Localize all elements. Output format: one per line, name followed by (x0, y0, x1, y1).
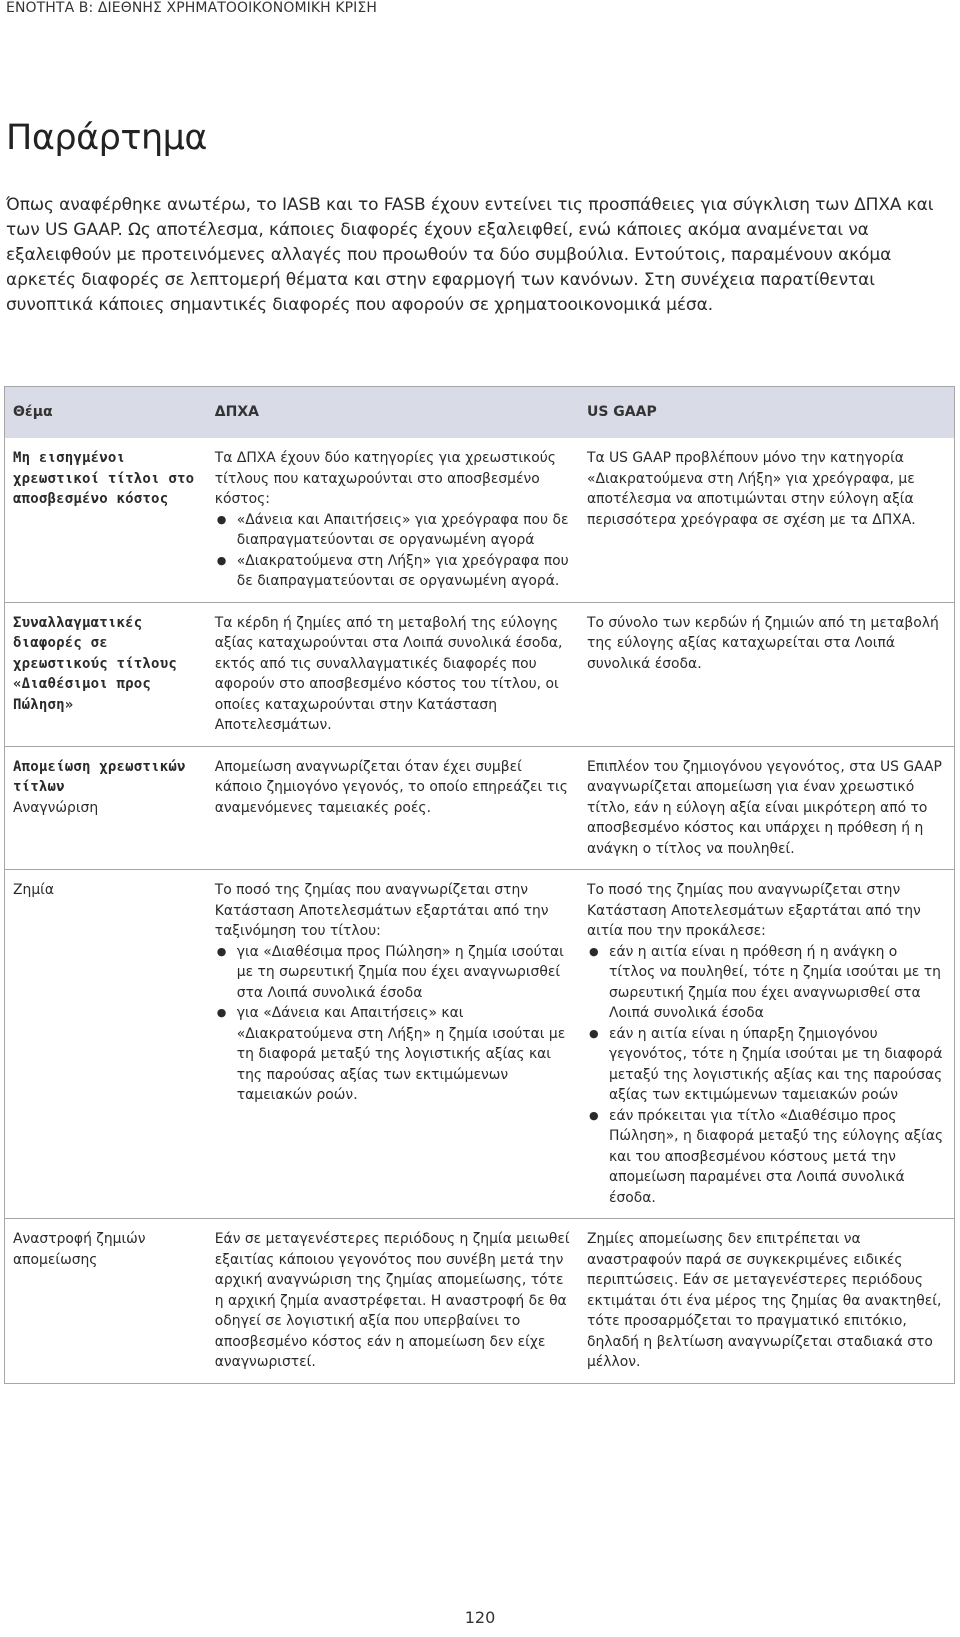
bullet-item: ● εάν πρόκειται για τίτλο «Διαθέσιμο προς Πώληση», η διαφορά μεταξύ της εύλογης αξίας και του αποσβεσμένου κόστους μετά την απομείωση παραμένει στα Λοιπά συνολικά έσοδα. (587, 1106, 946, 1209)
topic-cell (5, 746, 207, 870)
topic-cell (5, 870, 207, 1219)
topic-title: Μη εισηγμένοι χρεωστικοί τίτλοι στο αποσβεσμένο κόστος (13, 450, 195, 507)
intro-paragraph: Όπως αναφέρθηκε ανωτέρω, το IASB και το FASB έχουν εντείνει τις προσπάθειες για σύγκλιση των ΔΠΧΑ και των US GAAP. Ως αποτέλεσμα, κάποιες διαφορές έχουν εξαλειφθεί, ενώ κάποιες ακόμα αναμένεται να εξαλειφθούν με προτεινόμενες αλλαγές που προωθούν τα δύο συμβούλια. Εντούτοις, παραμένουν ακόμα αρκετές διαφορές σε λεπτομερή θέματα και στην εφαρμογή των κανόνων. Στη συνέχεια παρατίθενται συνοπτικά κάποιες σημαντικές διαφορές που αφορούν σε χρηματοοικονομικά μέσα. (6, 195, 934, 315)
table-row (5, 602, 955, 746)
bullet-list (215, 510, 571, 592)
bullet-item: ● «Διακρατούμενα στη Λήξη» για χρεόγραφα που δε διαπραγματεύονται σε οργανωμένη αγορά. (215, 551, 571, 592)
topic-subtitle: Αναγνώριση (13, 799, 99, 816)
us-gaap-cell (579, 602, 955, 746)
table-row (5, 1219, 955, 1384)
header-topic: Θέμα (5, 387, 207, 439)
table-row (5, 870, 955, 1219)
ifrs-cell (207, 602, 579, 746)
ifrs-cell (207, 438, 579, 602)
us-gaap-cell (579, 870, 955, 1219)
bullet-item: ● για «Διαθέσιμα προς Πώληση» η ζημία ισούται με τη σωρευτική ζημία που έχει αναγνωρισθεί στα Λοιπά συνολικά έσοδα (215, 942, 571, 1004)
ifrs-cell-text: Τα κέρδη ή ζημίες από τη μεταβολή της εύλογης αξίας καταχωρούνται στα Λοιπά συνολικά έσοδα, εκτός από τις συναλλαγματικές διαφορές που αφορούν στο αποσβεσμένο κόστος του τίτλου, οι οποίες καταχωρούνται στην Κατάσταση Αποτελεσμάτων. (214, 614, 563, 733)
topic-cell (5, 1219, 207, 1384)
header-us-gaap: US GAAP (579, 387, 955, 439)
topic-subtitle: Αναστροφή ζημιών απομείωσης (13, 1231, 146, 1268)
topic-cell (5, 438, 207, 602)
table-row (5, 438, 955, 602)
topic-title: Συναλλαγματικές διαφορές σε χρεωστικούς τίτλους «Διαθέσιμοι προς Πώληση» (13, 614, 177, 713)
us-gaap-cell-text: Το σύνολο των κερδών ή ζημιών από τη μεταβολή της εύλογης αξίας καταχωρείται στα Λοιπά συνολικά έσοδα. (586, 614, 939, 672)
table-row (5, 746, 955, 870)
bullet-item: ● εάν η αιτία είναι η ύπαρξη ζημιογόνου γεγονότος, τότε η ζημία ισούται με τη διαφορά μεταξύ της λογιστικής αξίας και της παρούσας αξίας των εκτιμώμενων ταμειακών ροών (587, 1024, 946, 1106)
table-header-row (5, 387, 955, 439)
ifrs-cell (207, 870, 579, 1219)
bullet-item: ● για «Δάνεια και Απαιτήσεις» και «Διακρατούμενα στη Λήξη» η ζημία ισούται με τη διαφορά μεταξύ της λογιστικής αξίας και της παρούσας αξίας των εκτιμώμενων ταμειακών ροών. (215, 1003, 571, 1106)
comparison-table (4, 386, 955, 1384)
running-head: ΕΝΟΤΗΤΑ Β: ΔΙΕΘΝΗΣ ΧΡΗΜΑΤΟΟΙΚΟΝΟΜΙΚΗ ΚΡΙΣΗ (6, 0, 377, 16)
topic-cell (5, 602, 207, 746)
bullet-list (587, 942, 946, 1209)
us-gaap-cell-text: Ζημίες απομείωσης δεν επιτρέπεται να αναστραφούν παρά σε συγκεκριμένες ειδικές περιπτώσεις. Εάν σε μεταγενέστερες περιόδους εκτιμάται ότι ένα μέρος της ζημίας θα ανακτηθεί, τότε προσαρμόζεται το πραγματικό επιτόκιο, δηλαδή η βελτίωση αναγνωρίζεται σταδιακά στο μέλλον. (586, 1231, 942, 1370)
us-gaap-cell-text: Το ποσό της ζημίας που αναγνωρίζεται στην Κατάσταση Αποτελεσμάτων εξαρτάται από την αιτία που την προκάλεσε: (586, 882, 921, 939)
ifrs-cell-text: Εάν σε μεταγενέστερες περιόδους η ζημία μειωθεί εξαιτίας κάποιου γεγονότος που συνέβη μετά την αρχική αναγνώριση της ζημίας απομείωσης, τότε η αρχική ζημία αναστρέφεται. Η αναστροφή δε θα οδηγεί σε λογιστική αξία που υπερβαίνει το αποσβεσμένο κόστος εάν η απομείωση δεν είχε αναγνωριστεί. (214, 1231, 570, 1370)
ifrs-cell-text: Απομείωση αναγνωρίζεται όταν έχει συμβεί κάποιο ζημιογόνο γεγονός, το οποίο επηρεάζει τις αναμενόμενες ταμειακές ροές. (214, 758, 568, 816)
table-body (5, 438, 955, 1383)
topic-title: Απομείωση χρεωστικών τίτλων (13, 758, 186, 795)
page-number: 120 (464, 1608, 496, 1627)
ifrs-cell-text: Το ποσό της ζημίας που αναγνωρίζεται στην Κατάσταση Αποτελεσμάτων εξαρτάται από την ταξινόμηση του τίτλου: (214, 882, 549, 939)
ifrs-cell (207, 1219, 579, 1384)
us-gaap-cell (579, 1219, 955, 1384)
bullet-list (215, 942, 571, 1106)
us-gaap-cell (579, 746, 955, 870)
us-gaap-cell (579, 438, 955, 602)
bullet-item: ● «Δάνεια και Απαιτήσεις» για χρεόγραφα που δε διαπραγματεύονται σε οργανωμένη αγορά (215, 510, 571, 551)
page-title: Παράρτημα (6, 118, 207, 158)
us-gaap-cell-text: Τα US GAAP προβλέπουν μόνο την κατηγορία «Διακρατούμενα στη Λήξη» για χρεόγραφα, με αποτέλεσμα να αποτιμώνται στην εύλογη αξία περισσότερα χρεόγραφα σε σχέση με τα ΔΠΧΑ. (586, 450, 916, 528)
header-ifrs: ΔΠΧΑ (207, 387, 579, 439)
ifrs-cell-text: Τα ΔΠΧΑ έχουν δύο κατηγορίες για χρεωστικούς τίτλους που καταχωρούνται στο αποσβεσμένο κόστος: (214, 450, 556, 507)
bullet-item: ● εάν η αιτία είναι η πρόθεση ή η ανάγκη ο τίτλος να πουληθεί, τότε η ζημία ισούται με τη σωρευτική ζημία που έχει αναγνωρισθεί στα Λοιπά συνολικά έσοδα (587, 942, 946, 1024)
us-gaap-cell-text: Επιπλέον του ζημιογόνου γεγονότος, στα US GAAP αναγνωρίζεται απομείωση για έναν χρεωστικό τίτλο, εάν η εύλογη αξία είναι μικρότερη από το αποσβεσμένο κόστος και υπάρχει η πρόθεση ή η ανάγκη ο τίτλος να πουληθεί. (586, 758, 942, 857)
topic-subtitle: Ζημία (13, 882, 55, 898)
ifrs-cell (207, 746, 579, 870)
